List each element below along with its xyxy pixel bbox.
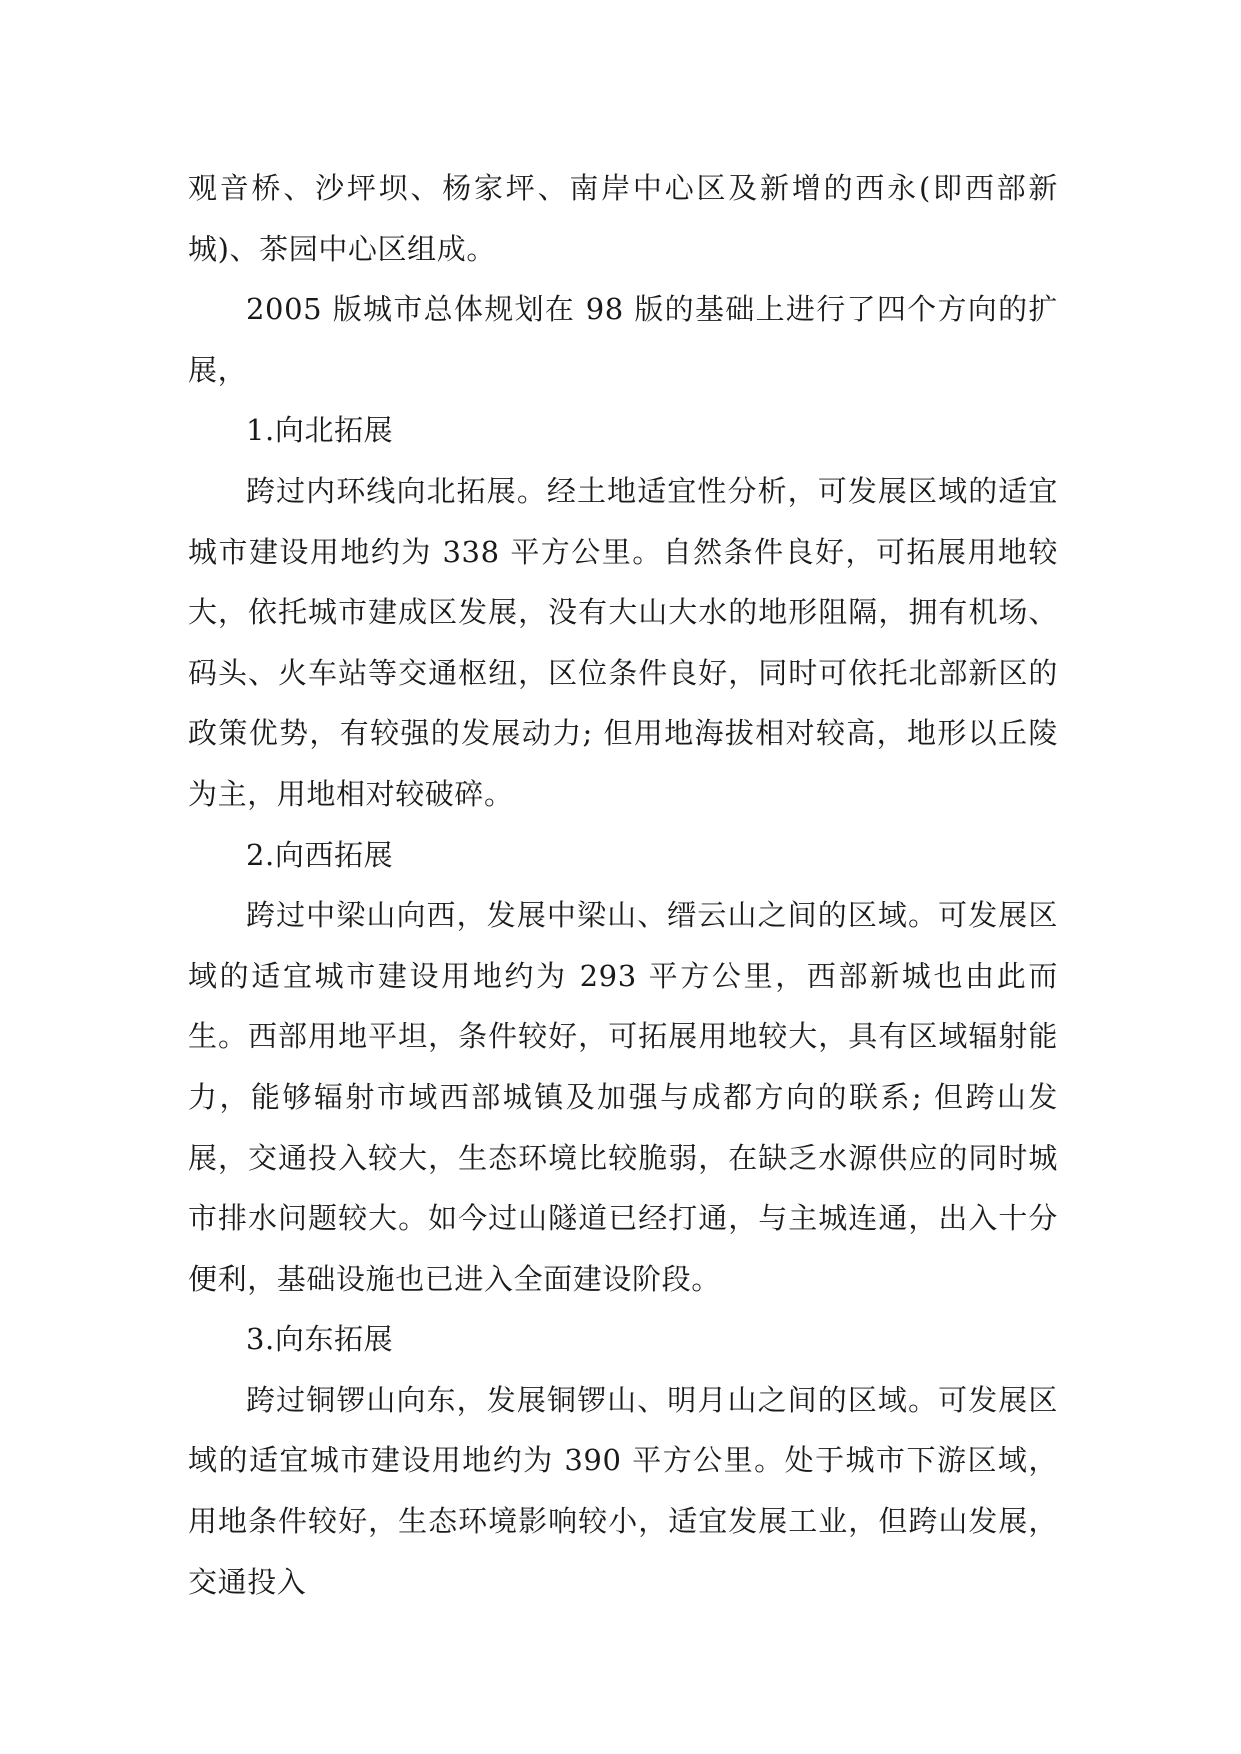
section-heading-east: 3.向东拓展 bbox=[246, 1322, 394, 1357]
paragraph-east: 跨过铜锣山向东，发展铜锣山、明月山之间的区域。可发展区域的适宜城市建设用地约为 390 平方公里。处于城市下游区域，用地条件较好，生态环境影响较小，适宜发展工业，但跨山发展，交通投入 bbox=[188, 1382, 1058, 1599]
paragraph-north: 跨过内环线向北拓展。经土地适宜性分析，可发展区域的适宜城市建设用地约为 338 平方公里。自然条件良好，可拓展用地较大，依托城市建成区发展，没有大山大水的地形阻隔，拥有机场、码头、火车站等交通枢纽，区位条件良好，同时可依托北部新区的政策优势，有较强的发展动力; 但用地海拔相对较高，地形以丘陵为主，用地相对较破碎。 bbox=[188, 473, 1058, 811]
section-heading-west: 2.向西拓展 bbox=[246, 837, 394, 872]
paragraph-west: 跨过中梁山向西，发展中梁山、缙云山之间的区域。可发展区域的适宜城市建设用地约为 293 平方公里，西部新城也由此而生。西部用地平坦，条件较好，可拓展用地较大，具有区域辐射能力，能够辐射市域西部城镇及加强与成都方向的联系; 但跨山发展，交通投入较大，生态环境比较脆弱，在缺乏水源供应的同时城市排水问题较大。如今过山隧道已经打通，与主城连通，出入十分便利，基础设施也已进入全面建设阶段。 bbox=[188, 898, 1058, 1296]
paragraph-intro: 2005 版城市总体规划在 98 版的基础上进行了四个方向的扩展， bbox=[188, 292, 1058, 387]
paragraph-continuation: 观音桥、沙坪坝、杨家坪、南岸中心区及新增的西永(即西部新城)、茶园中心区组成。 bbox=[188, 171, 1058, 266]
body-text bbox=[188, 158, 1058, 1612]
section-heading-north: 1.向北拓展 bbox=[246, 413, 394, 448]
